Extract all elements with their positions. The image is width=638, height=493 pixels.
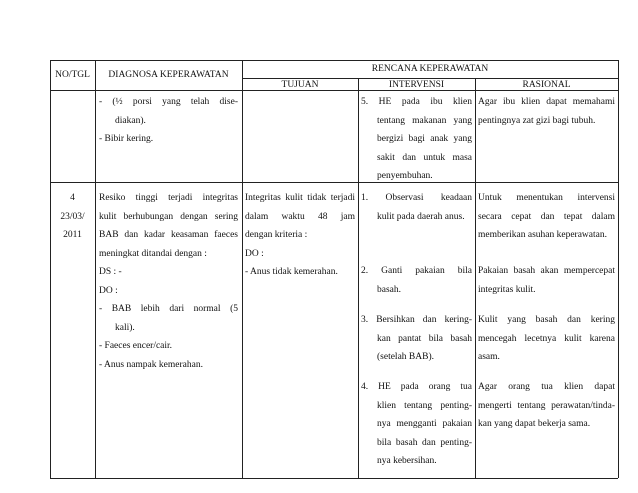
header-rasional: RASIONAL [522,80,571,90]
text-line: - BAB lebih dari normal (5 [99,304,238,314]
row2-tujuan [245,189,355,282]
row-divider [50,182,618,183]
row1-diagnosa [99,93,238,149]
text-line: bila basah dan penting- [377,437,472,448]
row-date-part: 23/03/ [60,211,85,222]
text-line: 4. HE pada orang tua [361,382,472,392]
text-line: - Anus nampak kemerahan. [99,359,203,370]
text-line: Untuk menentukan intervensi [478,193,615,203]
header-intervensi: INTERVENSI [388,80,445,90]
text-line: DO : [245,248,264,259]
text-line: 2. Ganti pakaian bila [361,266,472,276]
text-line: - Faeces encer/cair. [99,341,173,351]
table-top-border [50,60,618,61]
rasional-1 [478,189,615,245]
row1-rasional [478,93,615,130]
text-line: diakan). [115,115,146,126]
rasional-2 [478,262,615,299]
text-line: Integritas kulit tidak terjadi [245,193,355,203]
header-bottom-border [50,90,618,91]
text-line: kali). [115,322,135,333]
intervensi-2 [361,262,472,299]
text-line: Kulit yang basah dan kering [478,315,615,325]
text-line: Agar ibu klien dapat memahami [478,97,615,107]
text-line: memberikan asuhan keperawatan. [478,230,607,240]
text-line: - (½ porsi yang telah dise- [99,97,238,107]
text-line: pentingnya zat gizi bagi tubuh. [478,115,596,126]
col-border-right [618,60,619,478]
text-line: BAB dan kadar keasaman faeces [99,230,238,240]
table-bottom-border [50,478,618,479]
text-line: 5. HE pada ibu klien [361,97,472,107]
text-line: integritas kulit. [478,284,536,295]
row-year: 2011 [63,230,82,240]
text-line: 3. Bersihkan dan kering- [361,315,472,325]
text-line: 1. Observasi keadaan [361,193,472,203]
rasional-4 [478,378,615,434]
text-line: DO : [99,285,118,296]
text-line: Pakaian basah akan mempercepat [478,266,615,276]
text-line: kan yang dapat bekerja sama. [478,419,591,429]
text-line: tentang makanan yang [377,115,472,126]
header-tujuan: TUJUAN [281,80,319,90]
text-line: kan pantat bila basah [377,333,472,344]
text-line: kulit pada daerah anus. [377,211,465,222]
col-border-no [95,60,96,478]
intervensi-4 [361,378,472,471]
text-line: asam. [478,352,500,362]
row-number: 4 [70,193,75,203]
col-border-tujuan [358,78,359,478]
text-line: nya mengganti pakaian [377,419,472,429]
text-line: Agar orang tua klien dapat [478,382,615,392]
intervensi-1 [361,189,472,226]
text-line: mencegah lecetnya kulit karena [478,333,615,344]
col-border-diagnosa [242,60,243,478]
text-line: dalam waktu 48 jam [245,211,355,222]
text-line: meningkat ditandai dengan : [99,248,207,259]
text-line: Resiko tinggi terjadi integritas [99,193,238,203]
text-line: secara cepat dan tepat dalam [478,211,615,222]
text-line: sakit dan untuk masa [377,152,472,163]
text-line: DS : - [99,267,122,277]
text-line: bergizi bagi anak yang [377,134,472,144]
col-border-left [50,60,51,478]
header-no-tgl: NO/TGL [55,70,90,80]
rasional-3 [478,311,615,367]
header-rencana: RENCANA KEPERAWATAN [371,64,489,74]
text-line: penyembuhan. [377,171,433,181]
col-border-intervensi [475,78,476,478]
text-line: - Bibir kering. [99,134,154,144]
header-diagnosa: DIAGNOSA KEPERAWATAN [108,70,229,80]
subheader-divider [242,78,618,79]
row2-no-tgl [50,189,95,245]
text-line: klien tentang penting- [377,400,472,411]
text-line: dengan kriteria : [245,230,308,240]
text-line: kulit berhubungan dengan sering [99,211,238,222]
text-line: basah. [377,284,402,295]
text-line: - Anus tidak kemerahan. [245,267,338,277]
text-line: nya kebersihan. [377,456,437,466]
text-line: (setelah BAB). [377,352,434,362]
text-line: mengerti tentang perawatan/tinda- [478,400,615,411]
intervensi-3 [361,311,472,367]
row2-diagnosa [99,189,238,374]
row1-intervensi [361,93,472,186]
